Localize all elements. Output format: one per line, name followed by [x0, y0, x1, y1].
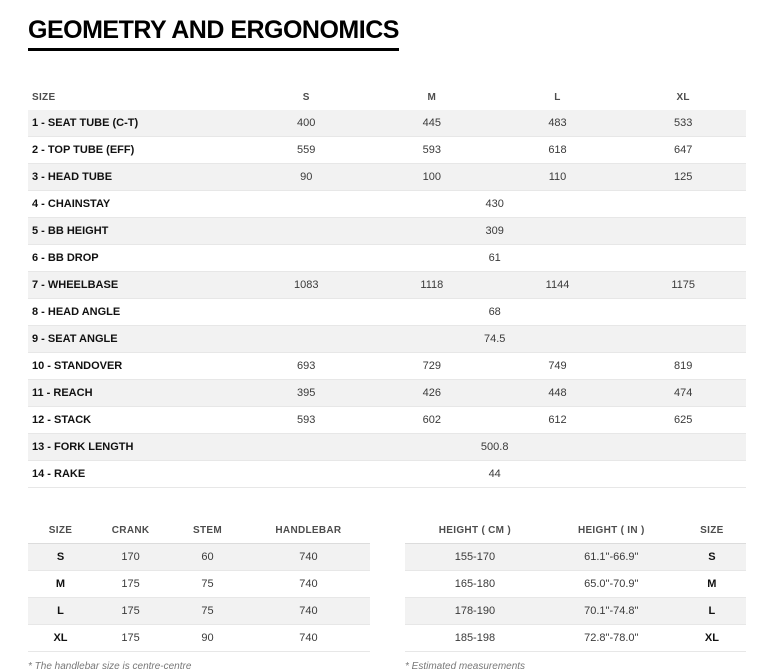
column-header: XL — [676, 92, 690, 103]
value-cell-span: 500.8 — [243, 434, 746, 461]
value-cell: 740 — [247, 544, 370, 571]
value-cell: 625 — [620, 407, 746, 434]
value-cell: 618 — [495, 137, 621, 164]
table-row — [28, 625, 370, 652]
measurements-footnote: * Estimated measurements — [405, 661, 526, 672]
value-cell: 75 — [168, 571, 247, 598]
column-header: SIZE — [32, 92, 56, 103]
value-cell-span: 68 — [243, 299, 746, 326]
value-cell: 729 — [369, 353, 495, 380]
geometry-table-header — [28, 85, 746, 110]
geometry-table-body — [28, 110, 746, 488]
value-cell: 1175 — [620, 272, 746, 299]
sizing-table — [405, 518, 746, 652]
value-cell: 165-180 — [405, 571, 545, 598]
value-cell: 60 — [168, 544, 247, 571]
column-header: HEIGHT ( IN ) — [545, 518, 678, 544]
components-table-block — [28, 518, 370, 672]
value-cell: 178-190 — [405, 598, 545, 625]
value-cell: 474 — [620, 380, 746, 407]
geometry-table-section — [28, 85, 746, 488]
value-cell: 483 — [495, 110, 621, 137]
page-title: GEOMETRY AND ERGONOMICS — [28, 16, 399, 51]
row-label: 9 - SEAT ANGLE — [28, 326, 243, 353]
value-cell: 647 — [620, 137, 746, 164]
table-row — [28, 571, 370, 598]
value-cell: 175 — [93, 625, 168, 652]
column-header: CRANK — [93, 518, 168, 544]
table-row — [28, 380, 746, 407]
row-label: 14 - RAKE — [28, 461, 243, 488]
header-row — [28, 85, 746, 110]
components-table-header — [28, 518, 370, 544]
value-cell: 175 — [93, 598, 168, 625]
value-cell: 1144 — [495, 272, 621, 299]
column-header: S — [302, 92, 310, 103]
value-cell: 1083 — [243, 272, 369, 299]
header-row — [405, 518, 746, 544]
size-cell: L — [28, 598, 93, 625]
value-cell: 693 — [243, 353, 369, 380]
table-row — [28, 299, 746, 326]
table-row — [405, 598, 746, 625]
table-row — [28, 245, 746, 272]
value-cell: 740 — [247, 625, 370, 652]
bottom-tables-section — [28, 518, 746, 672]
value-cell: 740 — [247, 571, 370, 598]
value-cell: 175 — [93, 571, 168, 598]
row-label: 12 - STACK — [28, 407, 243, 434]
table-row — [405, 625, 746, 652]
table-row — [28, 326, 746, 353]
table-row — [405, 571, 746, 598]
value-cell: 61.1"-66.9" — [545, 544, 678, 571]
value-cell: 445 — [369, 110, 495, 137]
value-cell-span: 309 — [243, 218, 746, 245]
table-row — [28, 434, 746, 461]
size-cell: L — [678, 598, 746, 625]
value-cell: 185-198 — [405, 625, 545, 652]
value-cell: 533 — [620, 110, 746, 137]
value-cell: 65.0"-70.9" — [545, 571, 678, 598]
table-row — [28, 272, 746, 299]
value-cell: 819 — [620, 353, 746, 380]
header-row — [28, 518, 370, 544]
column-header: STEM — [168, 518, 247, 544]
row-label: 4 - CHAINSTAY — [28, 191, 243, 218]
value-cell-span: 430 — [243, 191, 746, 218]
table-row — [28, 353, 746, 380]
value-cell: 72.8"-78.0" — [545, 625, 678, 652]
value-cell: 70.1"-74.8" — [545, 598, 678, 625]
row-label: 11 - REACH — [28, 380, 243, 407]
row-label: 6 - BB DROP — [28, 245, 243, 272]
value-cell: 395 — [243, 380, 369, 407]
components-table-body — [28, 544, 370, 652]
table-row — [28, 218, 746, 245]
row-label: 1 - SEAT TUBE (C-T) — [28, 110, 243, 137]
value-cell: 400 — [243, 110, 369, 137]
value-cell: 593 — [369, 137, 495, 164]
row-label: 3 - HEAD TUBE — [28, 164, 243, 191]
size-cell: XL — [678, 625, 746, 652]
value-cell: 75 — [168, 598, 247, 625]
value-cell-span: 74.5 — [243, 326, 746, 353]
row-label: 13 - FORK LENGTH — [28, 434, 243, 461]
table-row — [28, 598, 370, 625]
column-header: M — [427, 92, 437, 103]
value-cell: 448 — [495, 380, 621, 407]
table-row — [28, 191, 746, 218]
value-cell-span: 44 — [243, 461, 746, 488]
row-label: 8 - HEAD ANGLE — [28, 299, 243, 326]
value-cell: 593 — [243, 407, 369, 434]
geometry-table — [28, 85, 746, 488]
value-cell: 559 — [243, 137, 369, 164]
size-cell: M — [678, 571, 746, 598]
size-cell: XL — [28, 625, 93, 652]
value-cell: 110 — [495, 164, 621, 191]
table-row — [405, 544, 746, 571]
row-label: 7 - WHEELBASE — [28, 272, 243, 299]
sizing-table-header — [405, 518, 746, 544]
value-cell: 426 — [369, 380, 495, 407]
value-cell: 740 — [247, 598, 370, 625]
row-label: 5 - BB HEIGHT — [28, 218, 243, 245]
components-table — [28, 518, 370, 652]
value-cell: 155-170 — [405, 544, 545, 571]
value-cell: 749 — [495, 353, 621, 380]
value-cell: 170 — [93, 544, 168, 571]
size-cell: S — [28, 544, 93, 571]
sizing-table-body — [405, 544, 746, 652]
size-cell: S — [678, 544, 746, 571]
value-cell: 1118 — [369, 272, 495, 299]
table-row — [28, 544, 370, 571]
value-cell-span: 61 — [243, 245, 746, 272]
handlebar-footnote: * The handlebar size is centre-centre — [28, 661, 192, 672]
table-row — [28, 110, 746, 137]
column-header: HEIGHT ( CM ) — [405, 518, 545, 544]
table-row — [28, 137, 746, 164]
column-header: L — [554, 92, 561, 103]
value-cell: 612 — [495, 407, 621, 434]
value-cell: 90 — [243, 164, 369, 191]
row-label: 2 - TOP TUBE (EFF) — [28, 137, 243, 164]
table-row — [28, 164, 746, 191]
column-header: HANDLEBAR — [247, 518, 370, 544]
value-cell: 100 — [369, 164, 495, 191]
row-label: 10 - STANDOVER — [28, 353, 243, 380]
value-cell: 90 — [168, 625, 247, 652]
size-cell: M — [28, 571, 93, 598]
table-row — [28, 461, 746, 488]
column-header: SIZE — [28, 518, 93, 544]
table-row — [28, 407, 746, 434]
sizing-table-block — [405, 518, 746, 672]
value-cell: 125 — [620, 164, 746, 191]
value-cell: 602 — [369, 407, 495, 434]
column-header: SIZE — [678, 518, 746, 544]
